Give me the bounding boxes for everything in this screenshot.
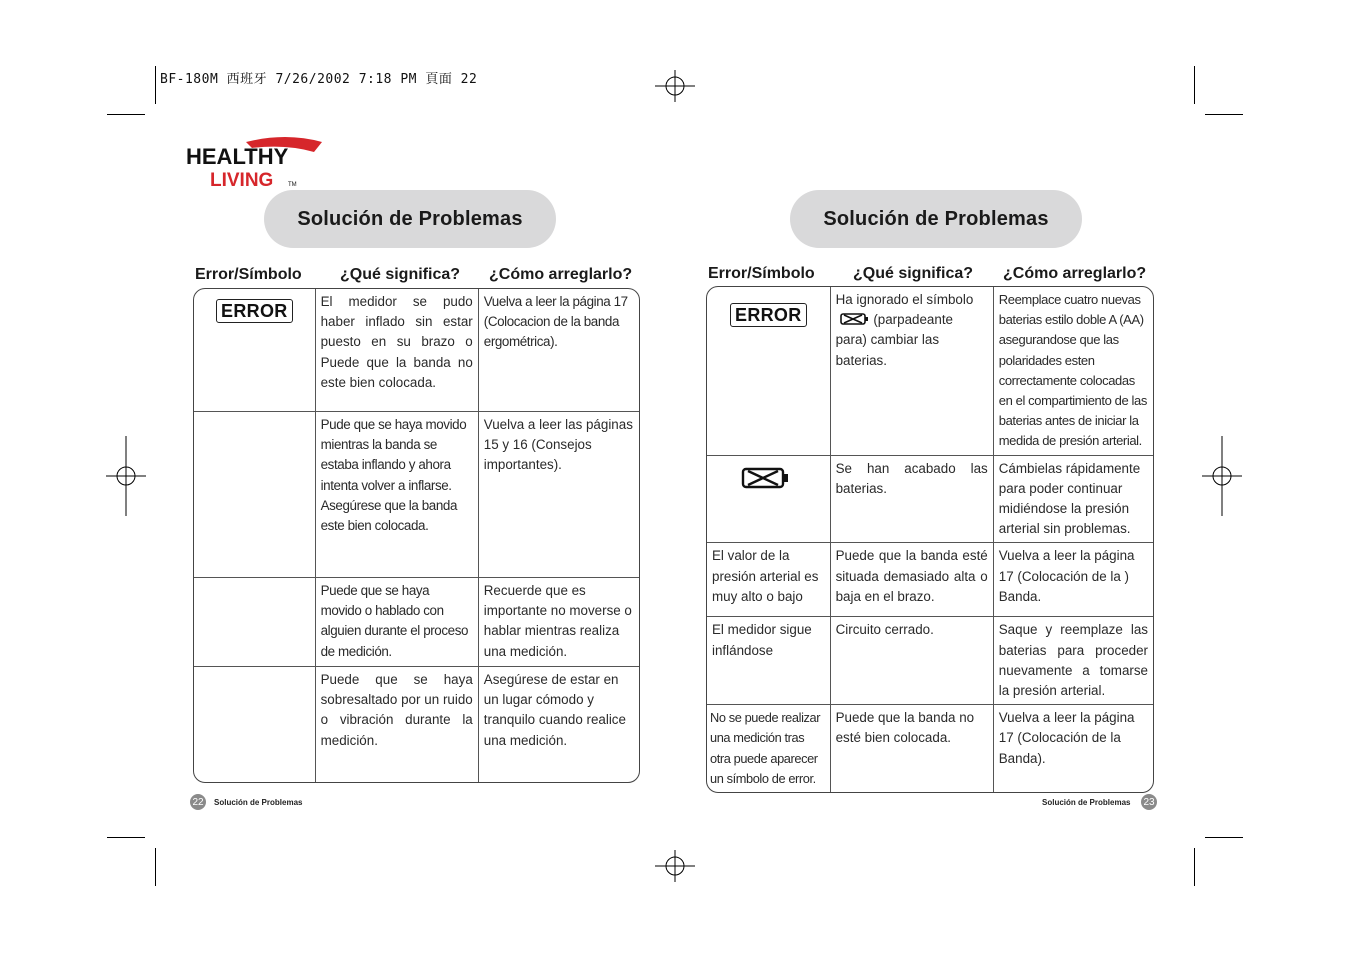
left-page-title: Solución de Problemas bbox=[264, 190, 556, 248]
registration-mark-icon bbox=[655, 846, 695, 886]
left-column-header-meaning: ¿Qué significa? bbox=[340, 266, 461, 283]
error-symbol-icon: ERROR bbox=[730, 303, 807, 327]
registration-mark-icon bbox=[106, 436, 146, 516]
meaning-cell: Pude que se haya movido mientras la banda se estaba inflando y ahora intenta volver a inflarse. Asegúrese que la banda este bien colocada. bbox=[316, 412, 479, 578]
right-column-header-symbol: Error/Símbolo bbox=[708, 265, 815, 282]
logo-word-living: LIVING bbox=[210, 170, 274, 190]
crop-mark bbox=[155, 66, 156, 104]
table-row bbox=[194, 578, 639, 667]
fix-cell: Cámbielas rápidamente para poder continuar midiéndose la presión arterial sin problemas. bbox=[994, 456, 1153, 544]
fix-cell: Vuelva a leer la página 17 (Colocación de la ) Banda. bbox=[994, 543, 1153, 617]
right-column-header-fix: ¿Cómo arreglarlo? bbox=[1003, 265, 1147, 282]
left-column-header-symbol: Error/Símbolo bbox=[195, 266, 302, 283]
table-row bbox=[194, 289, 639, 412]
symbol-cell bbox=[194, 667, 316, 782]
fix-cell: Reemplace cuatro nuevas baterias estilo doble A (AA) asegurandose que las polaridades esten correctamente colocadas en el compartimiento de las baterias antes de iniciar la medida de presión arterial. bbox=[994, 287, 1153, 456]
left-column-header-fix: ¿Cómo arreglarlo? bbox=[489, 266, 633, 283]
meaning-cell: Puede que la banda no esté bien colocada. bbox=[831, 705, 994, 792]
symbol-cell: El valor de la presión arterial es muy alto o bajo bbox=[707, 543, 831, 617]
symbol-cell bbox=[194, 289, 316, 412]
crop-mark bbox=[155, 848, 156, 886]
registration-mark-icon bbox=[655, 66, 695, 106]
symbol-cell bbox=[194, 412, 316, 578]
healthy-living-logo bbox=[186, 136, 326, 190]
fix-cell: Vuelva a leer la página 17 (Colocación de la Banda). bbox=[998, 710, 1135, 766]
meaning-text: (parpadeante para) cambiar las baterias. bbox=[835, 312, 953, 368]
meaning-cell: El medidor se pudo haber inflado sin estar puesto en su brazo o Puede que la banda no este bien colocada. bbox=[316, 289, 479, 412]
error-symbol-icon: ERROR bbox=[216, 299, 293, 323]
logo-tm: TM bbox=[288, 182, 297, 188]
symbol-cell: El medidor sigue inflándose bbox=[707, 617, 831, 705]
page-number-badge: 23 bbox=[1141, 794, 1157, 810]
table-row bbox=[707, 456, 1153, 544]
right-column-header-meaning: ¿Qué significa? bbox=[853, 265, 974, 282]
left-footer-label: Solución de Problemas bbox=[214, 798, 303, 807]
crop-mark bbox=[1194, 848, 1195, 886]
right-page-title: Solución de Problemas bbox=[790, 190, 1082, 248]
fix-cell: Saque y reemplaze las baterias para proceder nuevamente a tomarse la presión arterial. bbox=[994, 617, 1153, 705]
table-row bbox=[707, 287, 1153, 456]
fix-cell: Vuelva a leer la página 17 (Colocacion de la banda ergométrica). bbox=[479, 289, 639, 412]
page-number-badge: 22 bbox=[190, 794, 206, 810]
meaning-cell: Puede que se haya sobresaltado por un ruido o vibración durante la medición. bbox=[316, 667, 479, 782]
meaning-cell: Puede que la banda esté situada demasiado alta o baja en el brazo. bbox=[831, 543, 994, 617]
crop-mark bbox=[1205, 837, 1243, 838]
meaning-cell: Puede que se haya movido o hablado con alguien durante el proceso de medición. bbox=[316, 578, 479, 667]
table-row bbox=[707, 543, 1153, 617]
crop-mark bbox=[107, 114, 145, 115]
meaning-cell: Se han acabado las baterias. bbox=[831, 456, 994, 544]
print-header: BF-180M 西班牙 7/26/2002 7:18 PM 頁面 22 bbox=[160, 72, 478, 87]
table-row bbox=[707, 705, 1153, 792]
logo-word-healthy: HEALTHY bbox=[186, 144, 289, 169]
meaning-text: Ha ignorado el símbolo bbox=[835, 292, 974, 307]
crop-mark bbox=[107, 837, 145, 838]
symbol-cell bbox=[194, 578, 316, 667]
battery-icon bbox=[741, 466, 791, 490]
symbol-cell: No se puede realizar una medición tras otra puede aparecer un símbolo de error. bbox=[707, 705, 831, 792]
meaning-cell bbox=[831, 287, 994, 456]
right-troubleshooting-table bbox=[706, 286, 1154, 793]
left-troubleshooting-table bbox=[193, 288, 640, 783]
fix-cell: Vuelva a leer las páginas 15 y 16 (Consejos importantes). bbox=[479, 412, 639, 578]
right-footer-label: Solución de Problemas bbox=[1042, 798, 1131, 807]
crop-mark bbox=[1194, 66, 1195, 104]
fix-cell: Asegúrese de estar en un lugar cómodo y tranquilo cuando realice una medición. bbox=[483, 672, 626, 748]
fix-cell: Recuerde que es importante no moverse o hablar mientras realiza una medición. bbox=[479, 578, 639, 667]
meaning-cell: Circuito cerrado. bbox=[831, 617, 994, 705]
crop-mark bbox=[1205, 114, 1243, 115]
symbol-cell bbox=[707, 456, 831, 544]
table-row bbox=[194, 667, 639, 782]
table-row bbox=[707, 617, 1153, 705]
symbol-cell bbox=[707, 287, 831, 456]
battery-icon bbox=[840, 312, 870, 326]
registration-mark-icon bbox=[1202, 436, 1242, 516]
table-row bbox=[194, 412, 639, 578]
